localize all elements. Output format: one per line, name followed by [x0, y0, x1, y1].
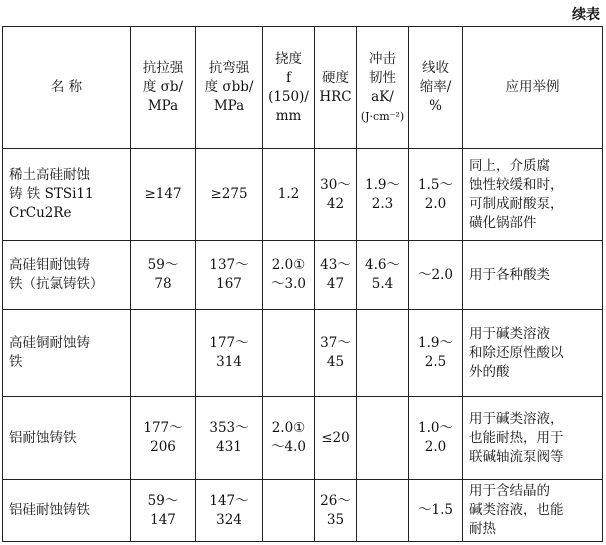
cell-line: ～3.0	[271, 276, 306, 292]
cell-line: 磺化锅部件	[469, 214, 537, 231]
cell-line: ≥147	[144, 186, 182, 202]
cell-line: 353～	[209, 420, 249, 436]
header-impact-line: aK/	[371, 88, 394, 105]
cell-line: 30～	[320, 176, 351, 193]
header-shrinkage-line: 缩率/	[419, 79, 452, 95]
header-impact-line: (J·cm⁻²)	[360, 109, 405, 123]
header-deflection-line: f	[286, 69, 291, 86]
header-name	[3, 27, 131, 149]
cell-line: 铁（抗氯铸铁）	[9, 276, 104, 292]
cell-hardness	[315, 480, 357, 542]
cell-line: 铝耐蚀铸铁	[9, 429, 77, 446]
table-row	[3, 310, 603, 397]
cell-shrinkage	[409, 397, 463, 480]
cell-line: 59～	[147, 492, 179, 509]
cell-tensile	[131, 480, 196, 542]
header-name-text: 名 称	[50, 79, 83, 95]
cell-line: 2.0	[424, 439, 447, 455]
cell-line: 1.0～	[418, 420, 453, 436]
cell-tensile	[131, 310, 196, 397]
cell-line: 可制成耐酸泵，	[469, 195, 564, 212]
cell-name	[3, 397, 131, 480]
cell-shrinkage	[409, 241, 463, 310]
header-bending-line: 抗弯强	[208, 60, 250, 76]
cell-line: 高硅铜耐蚀铸	[9, 335, 90, 351]
cell-line: ≥275	[210, 186, 248, 202]
cell-tensile	[131, 241, 196, 310]
cell-line: 铝硅耐蚀铸铁	[9, 502, 90, 518]
cell-line: 78	[154, 276, 172, 292]
cell-line: 5.4	[371, 276, 394, 292]
header-deflection-line: mm	[275, 107, 302, 124]
cell-line: 147	[150, 511, 176, 528]
cell-application	[463, 480, 603, 542]
cell-line: 用于含结晶的	[469, 483, 550, 499]
header-shrinkage-line: %	[429, 98, 442, 114]
cell-shrinkage	[409, 310, 463, 397]
table-row	[3, 480, 603, 542]
cell-deflection	[263, 480, 315, 542]
cell-line: 蚀性较缓和时，	[469, 176, 564, 193]
cell-line: 铸 铁 STSi11	[9, 186, 94, 202]
cell-line: 26～	[320, 492, 351, 509]
cell-hardness	[315, 310, 357, 397]
header-shrinkage	[409, 27, 463, 149]
cell-line: 铁	[9, 354, 23, 370]
cell-line: 1.9～	[418, 335, 453, 351]
header-hardness	[315, 27, 357, 149]
cell-name	[3, 149, 131, 241]
cell-line: 耐热	[469, 521, 496, 537]
cell-line: ～2.0	[418, 266, 453, 283]
cell-impact	[357, 310, 409, 397]
cell-impact	[357, 397, 409, 480]
cell-line: 431	[216, 439, 242, 455]
cell-line: 42	[326, 195, 345, 212]
cell-bending	[196, 149, 263, 241]
cell-hardness	[315, 397, 357, 480]
header-impact-line: 冲击	[369, 50, 396, 67]
cell-shrinkage	[409, 149, 463, 241]
header-deflection-line: 挠度	[275, 50, 302, 67]
header-impact	[357, 27, 409, 149]
cell-bending	[196, 480, 263, 542]
cell-line: ≤20	[321, 429, 350, 446]
cell-line: 177～	[143, 420, 183, 436]
cell-line: 137～	[209, 257, 249, 273]
cell-line: 高硅钼耐蚀铸	[9, 257, 90, 273]
header-tensile-line: MPa	[147, 98, 179, 114]
cell-line: 324	[216, 511, 242, 528]
header-bending-line: MPa	[213, 98, 245, 114]
cell-line: 联碱轴流泵阀等	[469, 448, 564, 465]
header-deflection	[263, 27, 315, 149]
cell-line: 外的酸	[469, 363, 510, 380]
cell-line: 177～	[209, 335, 249, 351]
header-hardness-line: 硬度	[322, 69, 349, 86]
cell-bending	[196, 310, 263, 397]
cell-line: 也能耐热，用于	[469, 429, 564, 446]
cell-impact	[357, 149, 409, 241]
continued-label: 续表	[572, 7, 600, 23]
cell-name	[3, 241, 131, 310]
cell-line: 1.9～	[365, 176, 400, 193]
cell-line: 147～	[209, 492, 249, 509]
cell-deflection	[263, 310, 315, 397]
cell-bending	[196, 397, 263, 480]
table-row	[3, 397, 603, 480]
cell-line: 37～	[320, 335, 351, 351]
cell-line: 35	[326, 511, 345, 528]
cell-line: CrCu2Re	[9, 205, 72, 221]
cell-line: 用于各种酸类	[469, 266, 550, 283]
cell-line: 206	[150, 439, 176, 455]
cell-tensile	[131, 149, 196, 241]
cell-tensile	[131, 397, 196, 480]
table-row	[3, 241, 603, 310]
header-shrinkage-line: 线收	[422, 60, 449, 76]
cell-line: 2.0	[424, 195, 447, 212]
cell-line: 用于碱类溶液	[469, 325, 550, 342]
cell-application	[463, 310, 603, 397]
cell-line: 稀土高硅耐蚀	[9, 167, 90, 183]
cell-line: 2.5	[424, 354, 447, 370]
cell-bending	[196, 241, 263, 310]
cell-line: 1.2	[277, 186, 300, 202]
cell-impact	[357, 241, 409, 310]
cell-line: 45	[326, 354, 345, 370]
cell-line: 43～	[320, 257, 351, 273]
cell-line: ～4.0	[271, 439, 306, 455]
properties-table	[2, 26, 603, 542]
cell-line: 2.3	[371, 195, 394, 212]
header-hardness-line: HRC	[319, 88, 352, 105]
cell-line: 2.0①	[271, 420, 306, 436]
header-tensile-line: 度 σb/	[142, 79, 184, 95]
cell-line: 1.5～	[418, 176, 453, 193]
cell-line: 4.6～	[365, 257, 400, 273]
cell-line: 59～	[147, 257, 179, 273]
header-deflection-line: (150)/	[268, 88, 309, 105]
cell-application	[463, 149, 603, 241]
header-bending-line: 度 σbb/	[204, 79, 254, 95]
cell-line: 和除还原性酸以	[469, 344, 564, 361]
header-application	[463, 27, 603, 149]
cell-line: 碱类溶液，也能	[469, 502, 564, 518]
cell-deflection	[263, 241, 315, 310]
cell-line: 用于碱类溶液，	[469, 410, 564, 427]
cell-hardness	[315, 149, 357, 241]
cell-impact	[357, 480, 409, 542]
cell-hardness	[315, 241, 357, 310]
cell-line: 314	[216, 354, 242, 370]
cell-shrinkage	[409, 480, 463, 542]
cell-line: 同上，介质腐	[469, 157, 550, 174]
cell-line: 47	[326, 276, 345, 292]
cell-name	[3, 480, 131, 542]
cell-application	[463, 241, 603, 310]
header-bending	[196, 27, 263, 149]
cell-application	[463, 397, 603, 480]
cell-line: 2.0①	[271, 257, 306, 273]
header-application-text: 应用举例	[505, 79, 560, 95]
table-row	[3, 149, 603, 241]
cell-name	[3, 310, 131, 397]
cell-line: ～1.5	[418, 502, 453, 518]
cell-line: 167	[216, 276, 242, 292]
header-row	[3, 27, 603, 149]
cell-deflection	[263, 149, 315, 241]
header-tensile-line: 抗拉强	[142, 60, 184, 76]
header-tensile	[131, 27, 196, 149]
header-impact-line: 韧性	[369, 69, 396, 86]
cell-deflection	[263, 397, 315, 480]
